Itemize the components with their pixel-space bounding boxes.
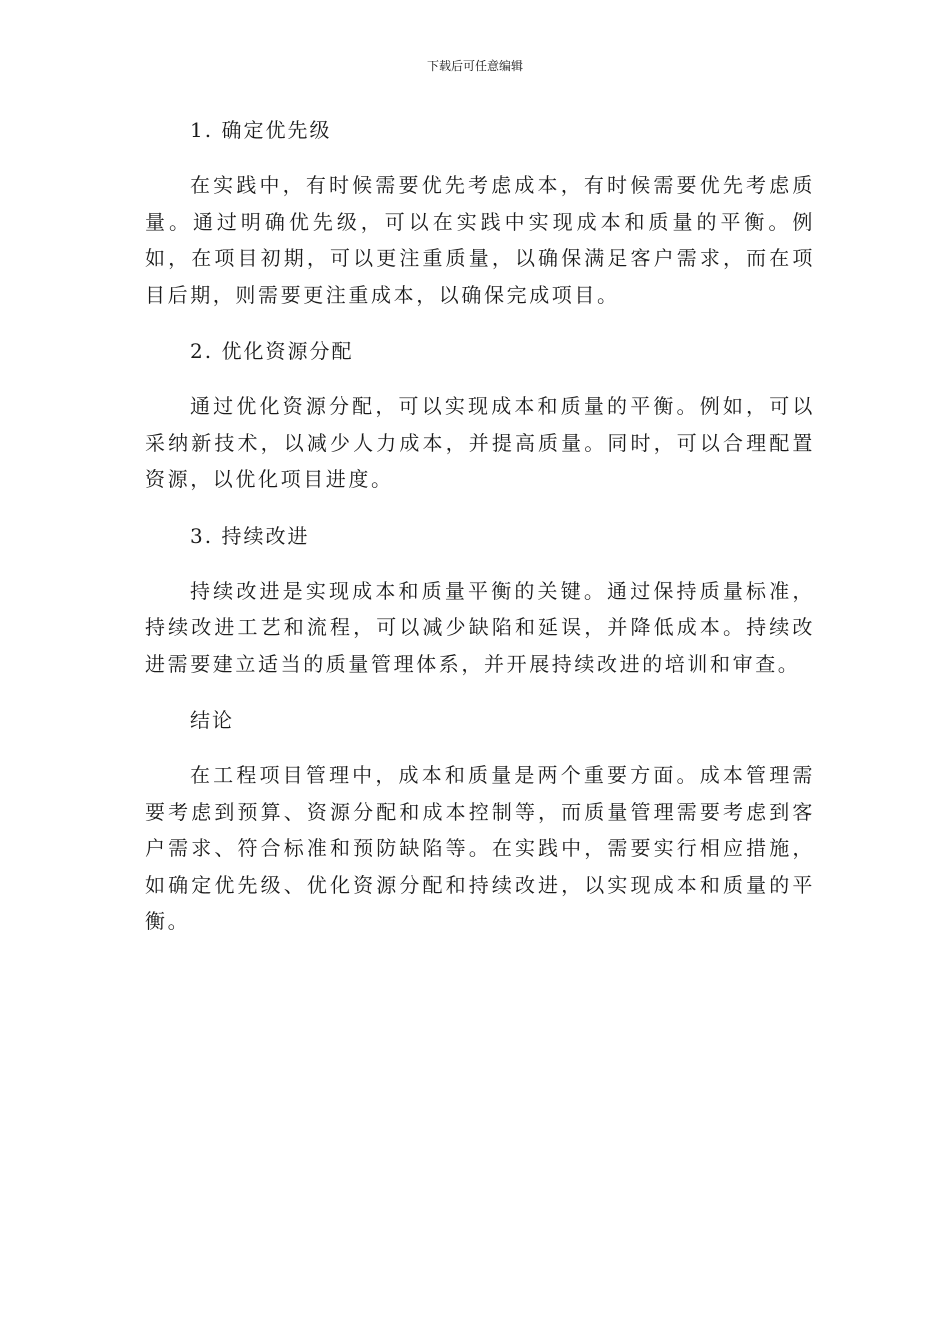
section-heading-priority: 1. 确定优先级 (190, 118, 332, 142)
document-body (145, 112, 815, 940)
section-heading-conclusion: 结论 (190, 708, 234, 732)
section-paragraph-conclusion: 在工程项目管理中，成本和质量是两个重要方面。成本管理需要考虑到预算、资源分配和成本控制等，而质量管理需要考虑到客户需求、符合标准和预防缺陷等。在实践中，需要实行相应措施，如确定优先级、优化资源分配和持续改进，以实现成本和质量的平衡。 (145, 763, 815, 933)
section-paragraph-priority: 在实践中，有时候需要优先考虑成本，有时候需要优先考虑质量。通过明确优先级，可以在实践中实现成本和质量的平衡。例如，在项目初期，可以更注重质量，以确保满足客户需求，而在项目后期，则需要更注重成本，以确保完成项目。 (145, 173, 815, 307)
page-header: 下载后可任意编辑 (426, 59, 523, 73)
section-heading-resource-allocation: 2. 优化资源分配 (190, 339, 354, 363)
section-paragraph-continuous-improvement: 持续改进是实现成本和质量平衡的关键。通过保持质量标准，持续改进工艺和流程，可以减少缺陷和延误，并降低成本。持续改进需要建立适当的质量管理体系，并开展持续改进的培训和审查。 (145, 578, 815, 676)
section-paragraph-resource-allocation: 通过优化资源分配，可以实现成本和质量的平衡。例如，可以采纳新技术，以减少人力成本，并提高质量。同时，可以合理配置资源，以优化项目进度。 (145, 394, 815, 491)
section-heading-continuous-improvement: 3. 持续改进 (190, 523, 310, 548)
